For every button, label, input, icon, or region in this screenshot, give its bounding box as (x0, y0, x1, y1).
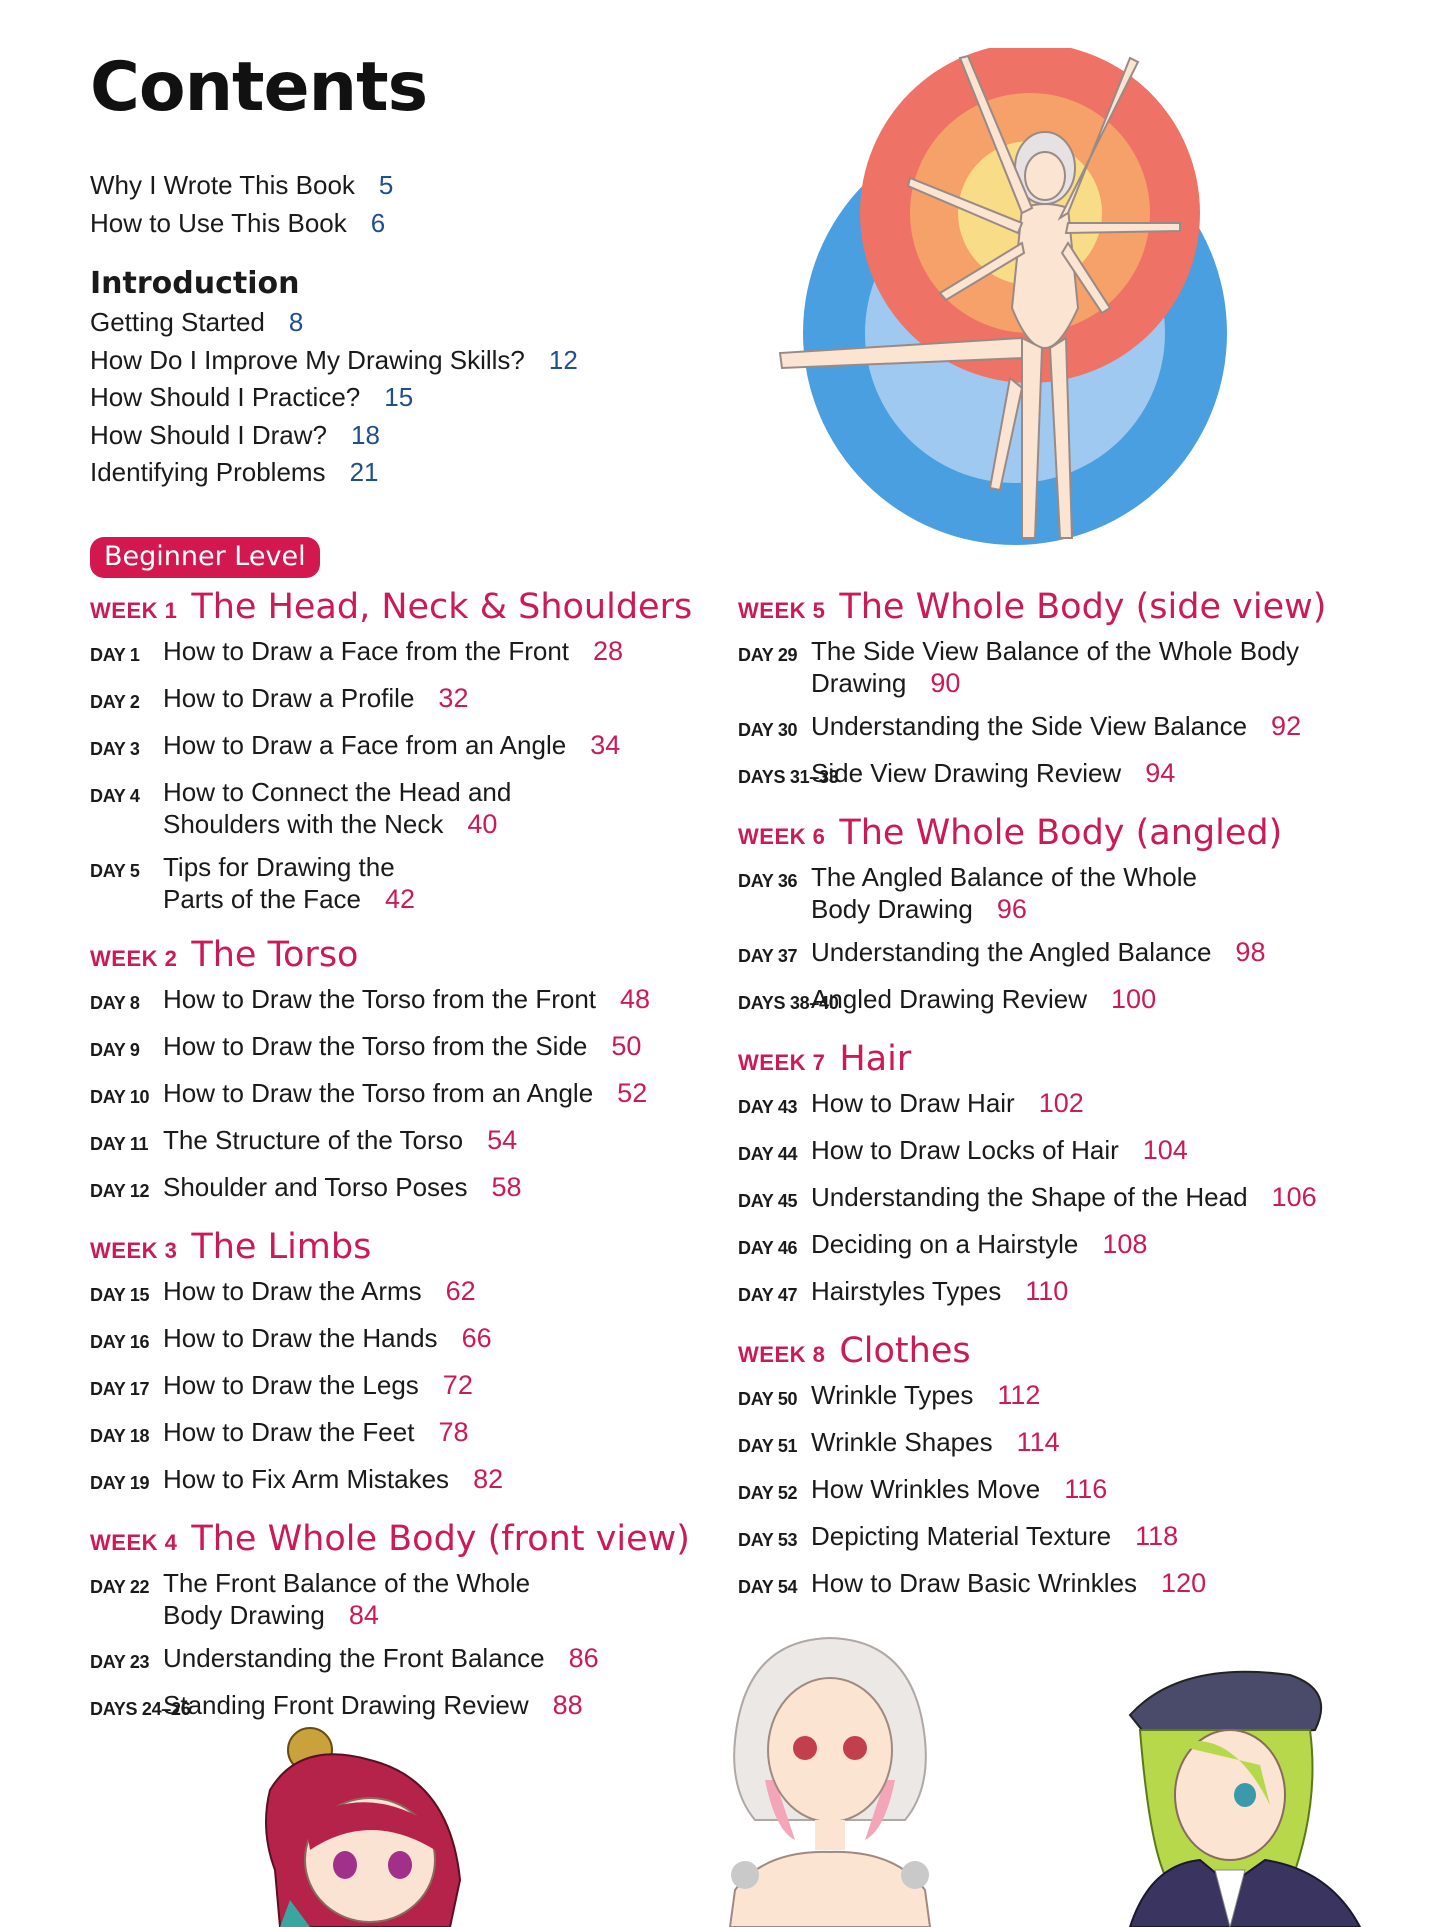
toc-entry[interactable] (738, 1379, 1378, 1415)
entry-text (163, 1322, 730, 1354)
entry-line: Hairstyles Types (811, 1276, 1002, 1306)
day-label: DAYS 31–33 (738, 767, 839, 787)
toc-entry[interactable] (90, 1322, 730, 1358)
week-section (738, 813, 1378, 1019)
page-number: 15 (384, 382, 414, 412)
entry-label: Getting Started (90, 307, 265, 337)
toc-entry[interactable] (738, 710, 1378, 746)
entry-text (811, 936, 1378, 968)
toc-entry[interactable] (90, 304, 578, 342)
entry-text (811, 1567, 1378, 1599)
entry-line: The Structure of the Torso (163, 1125, 464, 1155)
week-heading[interactable] (738, 1039, 1378, 1083)
toc-entry[interactable] (90, 166, 393, 204)
entry-line: How to Draw a Face from the Front (163, 636, 570, 666)
entry-text (163, 1030, 730, 1062)
page-number: 100 (1111, 984, 1157, 1014)
page-number: 8 (288, 307, 304, 337)
week-title: The Limbs (191, 1227, 372, 1267)
entry-text (163, 729, 730, 761)
day-label: DAY 3 (90, 739, 140, 759)
page-number: 112 (997, 1380, 1041, 1410)
entry-line: How to Draw the Torso from the Front (163, 984, 597, 1014)
day-label: DAY 51 (738, 1436, 798, 1456)
day-label: DAY 30 (738, 720, 798, 740)
toc-entry[interactable] (90, 776, 730, 840)
page-number: 84 (348, 1600, 379, 1630)
entry-line: Side View Drawing Review (811, 758, 1122, 788)
day-label: DAY 52 (738, 1483, 798, 1503)
entry-line: Deciding on a Hairstyle (811, 1229, 1079, 1259)
entry-label: How to Use This Book (90, 208, 347, 238)
entry-text (811, 1228, 1378, 1260)
entry-line: Wrinkle Shapes (811, 1427, 993, 1457)
entry-line: The Front Balance of the Whole (163, 1568, 531, 1598)
entry-line: Understanding the Angled Balance (811, 937, 1212, 967)
entry-line: Understanding the Shape of the Head (811, 1182, 1248, 1212)
week-label: WEEK 8 (738, 1342, 826, 1367)
entry-line: The Side View Balance of the Whole Body (811, 636, 1300, 666)
entry-text (163, 1275, 730, 1307)
entry-line: How to Draw the Torso from the Side (163, 1031, 588, 1061)
day-label: DAY 22 (90, 1577, 150, 1597)
entry-text (811, 983, 1378, 1015)
entry-line: How to Fix Arm Mistakes (163, 1464, 450, 1494)
entry-text (811, 861, 1378, 925)
week-label: WEEK 4 (90, 1530, 178, 1555)
day-label: DAY 8 (90, 993, 140, 1013)
entry-text (811, 1275, 1378, 1307)
toc-entry[interactable] (90, 1030, 730, 1066)
toc-entry[interactable] (90, 417, 578, 455)
page-number: 66 (461, 1323, 492, 1353)
week-label: WEEK 5 (738, 598, 826, 623)
day-label: DAY 45 (738, 1191, 798, 1211)
toc-entry[interactable] (90, 1369, 730, 1405)
day-label: DAY 11 (90, 1134, 149, 1154)
day-label: DAYS 38–40 (738, 993, 839, 1013)
toc-entry[interactable] (738, 1520, 1378, 1556)
toc-entry[interactable] (738, 1473, 1378, 1509)
entry-text (163, 682, 730, 714)
entry-text (811, 757, 1378, 789)
entry-label: How Should I Practice? (90, 382, 361, 412)
entry-text (811, 710, 1378, 742)
entry-text (163, 983, 730, 1015)
toc-entry[interactable] (90, 204, 393, 242)
toc-entry[interactable] (90, 1171, 730, 1207)
page-number: 96 (996, 894, 1027, 924)
entry-line: Drawing (811, 668, 907, 698)
week-title: Clothes (839, 1331, 971, 1371)
week-section (90, 1519, 730, 1725)
day-label: DAY 44 (738, 1144, 798, 1164)
entry-text (163, 776, 730, 840)
day-label: DAY 46 (738, 1238, 798, 1258)
front-matter-list (90, 166, 393, 242)
entry-text (811, 1520, 1378, 1552)
week-title: The Whole Body (side view) (839, 587, 1327, 627)
page-number: 116 (1064, 1474, 1108, 1504)
week-heading[interactable] (90, 1519, 730, 1563)
page-number: 114 (1016, 1427, 1060, 1457)
entry-line: Understanding the Side View Balance (811, 711, 1248, 741)
entry-text (163, 1171, 730, 1203)
toc-entry[interactable] (90, 1416, 730, 1452)
entry-text (163, 1463, 730, 1495)
entry-label: Why I Wrote This Book (90, 170, 355, 200)
page-number: 88 (552, 1690, 583, 1720)
page-number: 42 (384, 884, 416, 914)
entry-line: Body Drawing (811, 894, 973, 924)
week-heading[interactable] (90, 1227, 730, 1271)
entry-text (811, 1134, 1378, 1166)
day-label: DAY 17 (90, 1379, 150, 1399)
week-heading[interactable] (738, 587, 1378, 631)
page-title: Contents (90, 48, 428, 127)
toc-entry[interactable] (90, 1124, 730, 1160)
entry-text (811, 1087, 1378, 1119)
week-section (738, 1331, 1378, 1603)
entry-line: How to Draw Basic Wrinkles (811, 1568, 1138, 1598)
toc-entry[interactable] (90, 635, 730, 671)
week-title: The Whole Body (angled) (839, 813, 1283, 853)
page-number: 54 (487, 1125, 518, 1155)
toc-entry[interactable] (90, 1077, 730, 1113)
page-number: 82 (473, 1464, 504, 1494)
entry-line: The Angled Balance of the Whole (811, 862, 1197, 892)
toc-entry[interactable] (738, 1087, 1378, 1123)
week-label: WEEK 3 (90, 1238, 178, 1263)
toc-entry[interactable] (738, 1228, 1378, 1264)
entry-line: How to Connect the Head and (163, 777, 512, 807)
entry-line: Shoulder and Torso Poses (163, 1172, 468, 1202)
level-badge: Beginner Level (90, 537, 320, 578)
week-title: The Torso (191, 935, 359, 975)
entry-text (811, 1426, 1378, 1458)
day-label: DAY 2 (90, 692, 140, 712)
toc-entry[interactable] (738, 983, 1378, 1019)
page-number: 78 (438, 1417, 469, 1447)
toc-entry[interactable] (90, 1275, 730, 1311)
page-number: 120 (1161, 1568, 1207, 1598)
toc-column-left (90, 587, 730, 1745)
introduction-heading: Introduction (90, 266, 300, 301)
week-label: WEEK 2 (90, 946, 178, 971)
entry-line: Angled Drawing Review (811, 984, 1088, 1014)
toc-entry[interactable] (90, 454, 578, 492)
entry-line: Body Drawing (163, 1600, 325, 1630)
page-number: 108 (1102, 1229, 1148, 1259)
day-label: DAY 9 (90, 1040, 140, 1060)
day-label: DAY 37 (738, 946, 798, 966)
toc-column-right (738, 587, 1378, 1623)
entry-line: Depicting Material Texture (811, 1521, 1112, 1551)
toc-entry[interactable] (90, 729, 730, 765)
page-number: 58 (491, 1172, 522, 1202)
entry-line: Understanding the Front Balance (163, 1643, 545, 1673)
page-number: 18 (351, 419, 380, 450)
introduction-list (90, 304, 578, 492)
character-red-hair-illustration (250, 1700, 490, 1927)
entry-text (163, 1369, 730, 1401)
page-number: 86 (568, 1643, 599, 1673)
page-number: 28 (593, 636, 624, 666)
entry-line: How to Draw a Face from an Angle (163, 730, 567, 760)
entry-text (163, 851, 730, 915)
entry-line: How to Draw the Hands (163, 1323, 438, 1353)
entry-text (163, 1416, 730, 1448)
day-label: DAY 1 (90, 645, 140, 665)
entry-line: Shoulders with the Neck (163, 809, 444, 839)
day-label: DAY 50 (738, 1389, 798, 1409)
page-number: 12 (548, 344, 578, 375)
week-heading[interactable] (738, 1331, 1378, 1375)
page-number: 106 (1271, 1182, 1317, 1212)
day-label: DAYS 24–26 (90, 1699, 191, 1719)
day-label: DAY 53 (738, 1530, 798, 1550)
toc-entry[interactable] (738, 757, 1378, 793)
week-section (90, 587, 730, 915)
week-label: WEEK 7 (738, 1050, 826, 1075)
entry-text (163, 1077, 730, 1109)
entry-line: Standing Front Drawing Review (163, 1690, 529, 1720)
entry-line: How to Draw Hair (811, 1088, 1015, 1118)
entry-line: How to Draw Locks of Hair (811, 1135, 1119, 1165)
page-number: 102 (1038, 1088, 1084, 1118)
entry-line: How to Draw the Feet (163, 1417, 415, 1447)
day-label: DAY 15 (90, 1285, 150, 1305)
page-number: 92 (1271, 711, 1302, 741)
day-label: DAY 54 (738, 1577, 798, 1597)
character-guide-illustration (705, 1630, 955, 1927)
page-number: 72 (442, 1370, 473, 1400)
toc-entry[interactable] (90, 682, 730, 718)
entry-text (163, 1567, 730, 1631)
page-number: 98 (1235, 937, 1266, 967)
day-label: DAY 47 (738, 1285, 798, 1305)
entry-text (163, 1124, 730, 1156)
page-number: 62 (445, 1276, 476, 1306)
week-section (738, 1039, 1378, 1311)
toc-entry[interactable] (738, 1181, 1378, 1217)
page-number: 32 (438, 683, 469, 713)
week-heading[interactable] (90, 935, 730, 979)
entry-text (811, 1181, 1378, 1213)
toc-entry[interactable] (90, 1642, 730, 1678)
entry-line: How to Draw the Legs (163, 1370, 419, 1400)
page-number: 52 (617, 1078, 648, 1108)
page-number: 5 (378, 170, 394, 200)
toc-entry[interactable] (738, 1426, 1378, 1462)
entry-label: How Do I Improve My Drawing Skills? (90, 344, 525, 375)
toc-entry[interactable] (738, 936, 1378, 972)
day-label: DAY 23 (90, 1652, 150, 1672)
page-number: 110 (1025, 1276, 1069, 1306)
day-label: DAY 16 (90, 1332, 150, 1352)
page-number: 118 (1135, 1521, 1179, 1551)
entry-line: How Wrinkles Move (811, 1474, 1041, 1504)
week-title: Hair (839, 1039, 912, 1079)
toc-entry[interactable] (90, 342, 578, 380)
entry-line: How to Draw the Arms (163, 1276, 422, 1306)
page-number: 34 (590, 730, 621, 760)
toc-entry[interactable] (738, 1275, 1378, 1311)
toc-entry[interactable] (738, 635, 1378, 699)
pose-illustration (760, 48, 1240, 558)
toc-entry[interactable] (738, 1567, 1378, 1603)
entry-text (163, 635, 730, 667)
week-title: The Whole Body (front view) (191, 1519, 690, 1559)
day-label: DAY 29 (738, 645, 798, 665)
week-heading[interactable] (738, 813, 1378, 857)
toc-entry[interactable] (738, 1134, 1378, 1170)
day-label: DAY 19 (90, 1473, 150, 1493)
week-title: The Head, Neck & Shoulders (191, 587, 693, 627)
day-label: DAY 43 (738, 1097, 798, 1117)
entry-line: How to Draw a Profile (163, 683, 415, 713)
toc-entry[interactable] (90, 379, 578, 417)
page-number: 104 (1142, 1135, 1188, 1165)
toc-entry[interactable] (90, 983, 730, 1019)
entry-text (811, 635, 1378, 699)
page-number: 6 (370, 208, 386, 238)
entry-text (811, 1473, 1378, 1505)
toc-entry[interactable] (90, 1567, 730, 1631)
day-label: DAY 5 (90, 861, 140, 881)
entry-text (163, 1642, 730, 1674)
week-label: WEEK 1 (90, 598, 178, 623)
day-label: DAY 18 (90, 1426, 150, 1446)
page-number: 90 (930, 668, 961, 698)
week-section (90, 1227, 730, 1499)
entry-line: Wrinkle Types (811, 1380, 974, 1410)
entry-line: Tips for Drawing the (163, 852, 395, 882)
week-section (738, 587, 1378, 793)
toc-entry[interactable] (90, 851, 730, 915)
character-hat-illustration (1090, 1655, 1380, 1927)
week-heading[interactable] (90, 587, 730, 631)
entry-label: Identifying Problems (90, 457, 326, 487)
entry-line: Parts of the Face (163, 884, 361, 914)
entry-line: How to Draw the Torso from an Angle (163, 1078, 594, 1108)
day-label: DAY 4 (90, 786, 140, 806)
page-number: 94 (1145, 758, 1176, 788)
page-number: 21 (349, 457, 379, 487)
page-number: 40 (467, 809, 498, 839)
page-number: 50 (611, 1031, 642, 1061)
day-label: DAY 10 (90, 1087, 150, 1107)
toc-entry[interactable] (738, 861, 1378, 925)
week-section (90, 935, 730, 1207)
entry-label: How Should I Draw? (90, 419, 327, 450)
day-label: DAY 36 (738, 871, 798, 891)
week-label: WEEK 6 (738, 824, 826, 849)
day-label: DAY 12 (90, 1181, 150, 1201)
page-number: 48 (620, 984, 651, 1014)
entry-text (811, 1379, 1378, 1411)
toc-entry[interactable] (90, 1463, 730, 1499)
